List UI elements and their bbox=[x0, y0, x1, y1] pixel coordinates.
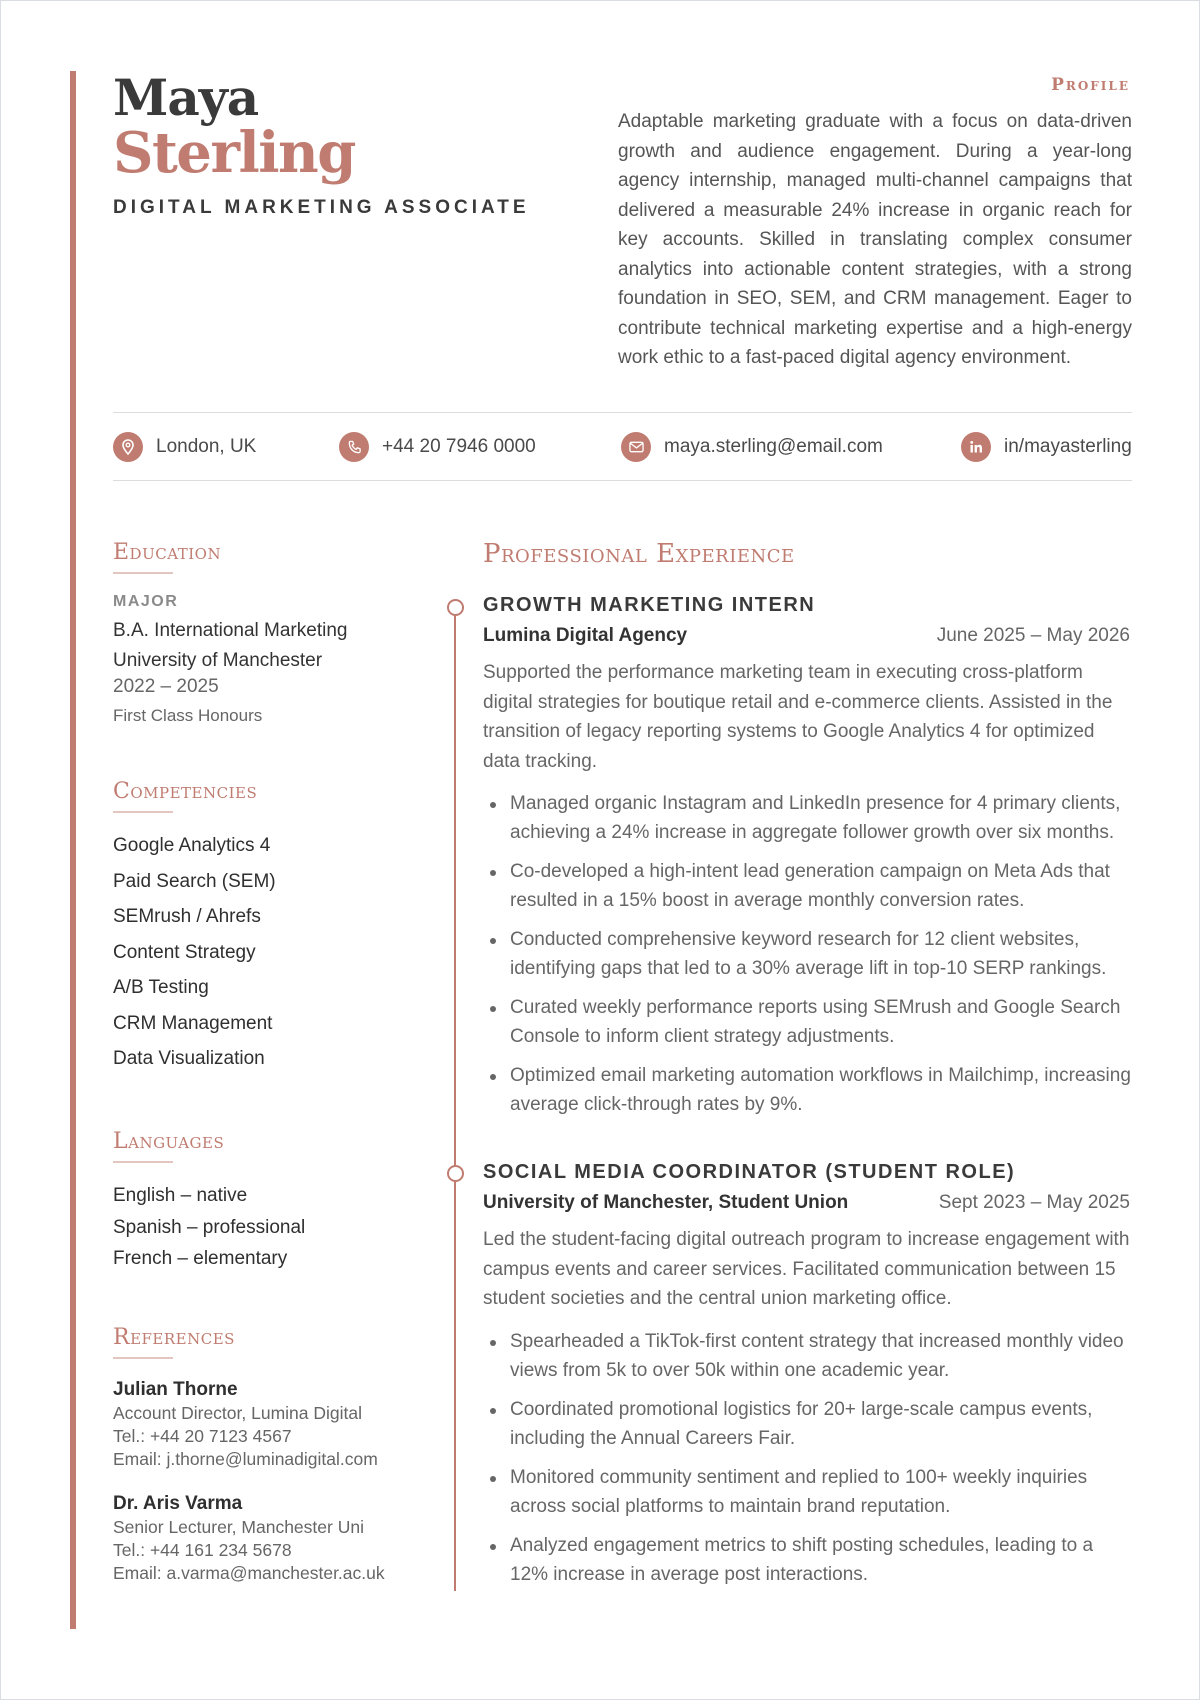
references-heading: References bbox=[113, 1325, 235, 1350]
reference-email: Email: a.varma@manchester.ac.uk bbox=[113, 1563, 385, 1583]
competency-item: Google Analytics 4 bbox=[113, 835, 271, 856]
job-title: DIGITAL MARKETING ASSOCIATE bbox=[113, 197, 530, 218]
mail-icon bbox=[621, 432, 651, 462]
job-dates: June 2025 – May 2026 bbox=[936, 625, 1130, 646]
job-bullets bbox=[483, 1327, 1132, 1589]
contact-linkedin[interactable] bbox=[961, 432, 1132, 462]
competencies-list bbox=[113, 835, 276, 1084]
language-item: French – elementary bbox=[113, 1248, 288, 1269]
profile-text: Adaptable marketing graduate with a focus on data-driven growth and audience engagement. During a year-long agency internship, managed multi-channel campaigns that delivered a measurable 24% increase in organic reach for key accounts. Skilled in translating complex consumer analytics into actionable content strategies, with a strong foundation in SEO, SEM, and CRM management. Eager to contribute technical marketing expertise and a high-energy work ethic to a fast-paced digital agency environment. bbox=[618, 111, 1132, 368]
accent-bar bbox=[70, 71, 76, 1629]
phone-text: +44 20 7946 0000 bbox=[382, 436, 536, 457]
job-dates: Sept 2023 – May 2025 bbox=[938, 1192, 1130, 1213]
reference-role: Account Director, Lumina Digital bbox=[113, 1403, 362, 1423]
languages-heading: Languages bbox=[113, 1129, 225, 1154]
education-heading: Education bbox=[113, 540, 222, 565]
education-years: 2022 – 2025 bbox=[113, 676, 219, 697]
language-item: Spanish – professional bbox=[113, 1216, 306, 1238]
contact-strip bbox=[113, 412, 1132, 481]
job-bullet: Curated weekly performance reports using SEMrush and Google Search Console to inform client strategy adjustments. bbox=[483, 993, 1132, 1051]
experience-timeline bbox=[454, 607, 456, 1591]
email-text: maya.sterling@email.com bbox=[664, 436, 883, 457]
education-degree: B.A. International Marketing bbox=[113, 620, 348, 641]
location-pin-icon bbox=[113, 432, 143, 462]
contact-email[interactable] bbox=[621, 432, 883, 462]
contact-phone[interactable] bbox=[339, 432, 536, 462]
job-organization: University of Manchester, Student Union bbox=[483, 1192, 849, 1213]
job-title: SOCIAL MEDIA COORDINATOR (STUDENT ROLE) bbox=[483, 1161, 1016, 1183]
competency-item: Content Strategy bbox=[113, 941, 256, 963]
competency-item: Paid Search (SEM) bbox=[113, 870, 276, 892]
linkedin-icon bbox=[961, 432, 991, 462]
competency-item: SEMrush / Ahrefs bbox=[113, 906, 261, 927]
education-school: University of Manchester bbox=[113, 650, 323, 671]
job-description: Led the student-facing digital outreach program to increase engagement with campus events and career services. Facilitated communication between 15 student societies and the central union marketing office. bbox=[483, 1229, 1130, 1309]
job-description: Supported the performance marketing team in executing cross-platform digital strategies for boutique retail and e-commerce clients. Assisted in the transition of legacy reporting systems to Google Analytics 4 for optimized data tracking. bbox=[483, 662, 1113, 772]
reference-tel: Tel.: +44 20 7123 4567 bbox=[113, 1426, 292, 1446]
profile-heading: Profile bbox=[1051, 75, 1130, 95]
education-rule bbox=[113, 572, 173, 574]
competency-item: Data Visualization bbox=[113, 1048, 265, 1069]
job-bullet: Spearheaded a TikTok-first content strategy that increased monthly video views from 5k to over 50k within one academic year. bbox=[483, 1327, 1132, 1385]
job-title: GROWTH MARKETING INTERN bbox=[483, 594, 816, 616]
reference-name: Dr. Aris Varma bbox=[113, 1493, 243, 1514]
reference-tel: Tel.: +44 161 234 5678 bbox=[113, 1540, 292, 1560]
first-name: Maya bbox=[113, 68, 259, 127]
education-major-label: MAJOR bbox=[113, 593, 179, 610]
reference-role: Senior Lecturer, Manchester Uni bbox=[113, 1517, 364, 1537]
education-honours: First Class Honours bbox=[113, 706, 263, 725]
competencies-rule bbox=[113, 811, 173, 813]
reference-email: Email: j.thorne@luminadigital.com bbox=[113, 1449, 378, 1469]
timeline-dot bbox=[447, 1165, 464, 1182]
job-bullet: Managed organic Instagram and LinkedIn presence for 4 primary clients, achieving a 24% increase in aggregate follower growth over six months. bbox=[483, 789, 1132, 847]
job-bullet: Monitored community sentiment and replied to 100+ weekly inquiries across social platforms to maintain brand reputation. bbox=[483, 1463, 1132, 1521]
timeline-dot bbox=[447, 599, 464, 616]
job-bullet: Conducted comprehensive keyword research for 12 client websites, identifying gaps that led to a 30% average lift in top-10 SERP rankings. bbox=[483, 925, 1132, 983]
location-text: London, UK bbox=[156, 436, 257, 457]
job-organization: Lumina Digital Agency bbox=[483, 625, 688, 646]
competencies-heading: Competencies bbox=[113, 779, 258, 804]
languages-rule bbox=[113, 1161, 173, 1163]
job-bullet: Analyzed engagement metrics to shift posting schedules, leading to a 12% increase in average post interactions. bbox=[483, 1531, 1132, 1589]
references-rule bbox=[113, 1357, 173, 1359]
reference-name: Julian Thorne bbox=[113, 1379, 238, 1400]
linkedin-text: in/mayasterling bbox=[1004, 436, 1132, 457]
languages-list bbox=[113, 1185, 305, 1280]
contact-location bbox=[113, 432, 256, 462]
last-name: Sterling bbox=[113, 120, 355, 186]
phone-icon bbox=[339, 432, 369, 462]
competency-item: A/B Testing bbox=[113, 977, 209, 998]
job-bullet: Coordinated promotional logistics for 20+ large-scale campus events, including the Annual Careers Fair. bbox=[483, 1395, 1132, 1453]
competency-item: CRM Management bbox=[113, 1012, 273, 1034]
job-bullet: Co-developed a high-intent lead generation campaign on Meta Ads that resulted in a 15% boost in average monthly conversion rates. bbox=[483, 857, 1132, 915]
experience-heading: Professional Experience bbox=[483, 539, 795, 569]
job-bullets bbox=[483, 789, 1132, 1119]
language-item: English – native bbox=[113, 1185, 248, 1206]
job-bullet: Optimized email marketing automation workflows in Mailchimp, increasing average click-through rates by 9%. bbox=[483, 1061, 1132, 1119]
